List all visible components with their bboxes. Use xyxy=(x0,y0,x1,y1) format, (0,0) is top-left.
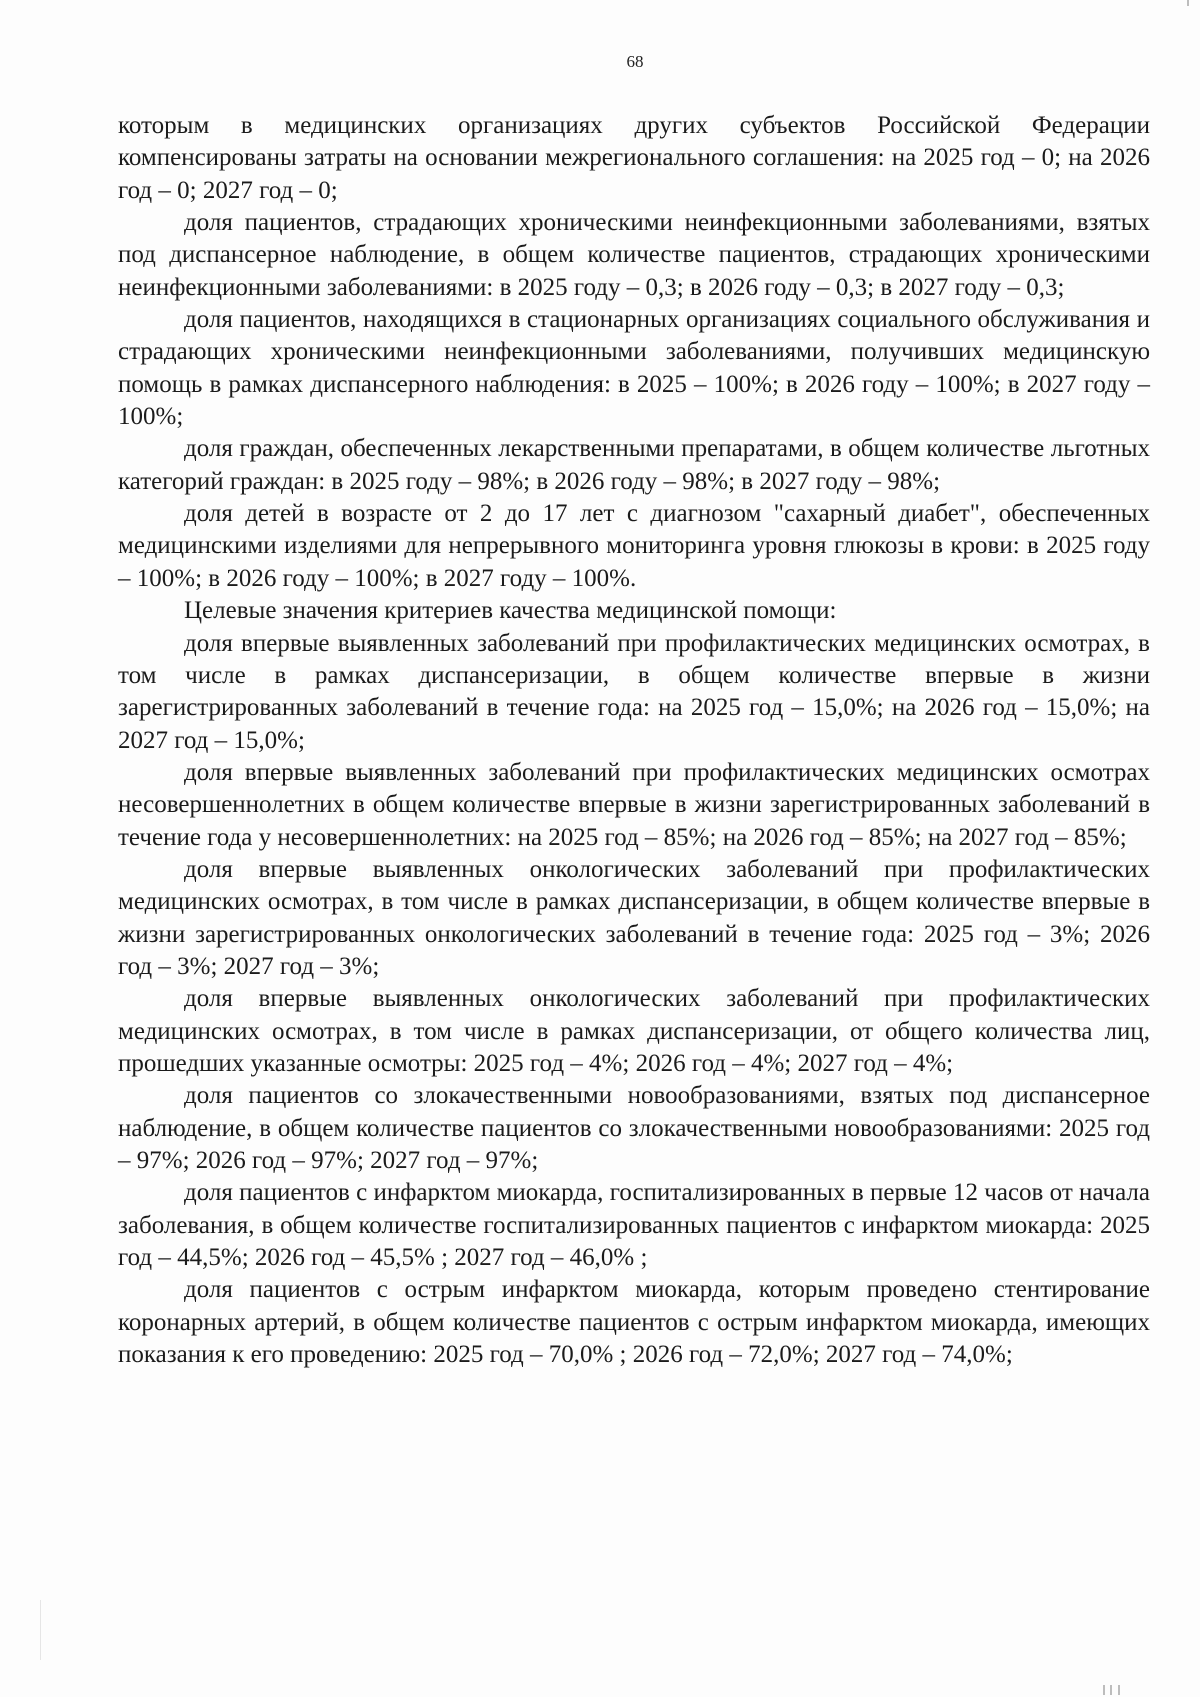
document-body xyxy=(118,110,1150,1371)
paragraph-malignant-observation: доля пациентов со злокачественными новообразованиями, взятых под диспансерное наблюдение, в общем количестве пациентов со злокачественными новообразованиями: 2025 год – 97%; 2026 год – 97%; 2027 год – 97%; xyxy=(118,1082,1150,1174)
scan-edge-mark xyxy=(1103,1685,1105,1695)
paragraph-drug-provision-share: доля граждан, обеспеченных лекарственными препаратами, в общем количестве льготных категорий граждан: в 2025 году – 98%; в 2026 году – 98%; в 2027 году – 98%; xyxy=(118,435,1150,495)
paragraph-first-detected-diseases: доля впервые выявленных заболеваний при профилактических медицинских осмотрах, в том числе в рамках диспансеризации, в общем количестве впервые в жизни зарегистрированных заболеваний в течение года: на 2025 год – 15,0%; на 2026 год – 15,0%; на 2027 год – 15,0%; xyxy=(118,629,1150,754)
paragraph-oncology-total-share: доля впервые выявленных онкологических заболеваний при профилактических медицинских осмотрах, в том числе в рамках диспансеризации, в общем количестве впервые в жизни зарегистрированных онкологических заболеваний в течение года: 2025 год – 3%; 2026 год – 3%; 2027 год – 3%; xyxy=(118,855,1150,980)
paragraph-quality-criteria-heading: Целевые значения критериев качества медицинской помощи: xyxy=(184,597,837,625)
page-number: 68 xyxy=(626,52,644,71)
paragraph-diabetes-children-share: доля детей в возрасте от 2 до 17 лет с диагнозом "сахарный диабет", обеспеченных медицинскими изделиями для непрерывного мониторинга уровня глюкозы в крови: в 2025 году – 100%; в 2026 году – 100%; в 2027 году – 100%. xyxy=(118,500,1150,592)
scan-edge-mark xyxy=(1187,0,1189,6)
scan-edge-mark xyxy=(40,1600,41,1660)
paragraph-oncology-examined-share: доля впервые выявленных онкологических заболеваний при профилактических медицинских осмотрах, в том числе в рамках диспансеризации, от общего количества лиц, прошедших указанные осмотры: 2025 год – 4%; 2026 год – 4%; 2027 год – 4%; xyxy=(118,985,1150,1077)
paragraph-chronic-disease-share: доля пациентов, страдающих хроническими неинфекционными заболеваниями, взятых под диспансерное наблюдение, в общем количестве пациентов, страдающих хроническими неинфекционными заболеваниями: в 2025 году – 0,3; в 2026 году – 0,3; в 2027 году – 0,3; xyxy=(118,209,1150,301)
scan-edge-mark xyxy=(1110,1685,1112,1695)
paragraph-continuation: которым в медицинских организациях других субъектов Российской Федерации компенсированы затраты на основании межрегионального соглашения: на 2025 год – 0; на 2026 год – 0; 2027 год – 0; xyxy=(118,112,1150,204)
paragraph-stenting-share: доля пациентов с острым инфарктом миокарда, которым проведено стентирование коронарных артерий, в общем количестве пациентов с острым инфарктом миокарда, имеющих показания к его проведению: 2025 год – 70,0% ; 2026 год – 72,0%; 2027 год – 74,0%; xyxy=(118,1276,1150,1369)
paragraph-social-care-share: доля пациентов, находящихся в стационарных организациях социального обслуживания и страдающих хроническими неинфекционными заболеваниями, получивших медицинскую помощь в рамках диспансерного наблюдения: в 2025 – 100%; в 2026 году – 100%; в 2027 году – 100%; xyxy=(118,306,1150,431)
paragraph-first-detected-minors: доля впервые выявленных заболеваний при профилактических медицинских осмотрах несовершеннолетних в общем количестве впервые в жизни зарегистрированных заболеваний в течение года у несовершеннолетних: на 2025 год – 85%; на 2026 год – 85%; на 2027 год – 85%; xyxy=(118,758,1150,851)
paragraph-myocardial-infarction-12h: доля пациентов с инфарктом миокарда, госпитализированных в первые 12 часов от начала заболевания, в общем количестве госпитализированных пациентов с инфарктом миокарда: 2025 год – 44,5%; 2026 год – 45,5% ; 2027 год – 46,0% ; xyxy=(118,1179,1150,1272)
scan-edge-mark xyxy=(1118,1685,1120,1695)
